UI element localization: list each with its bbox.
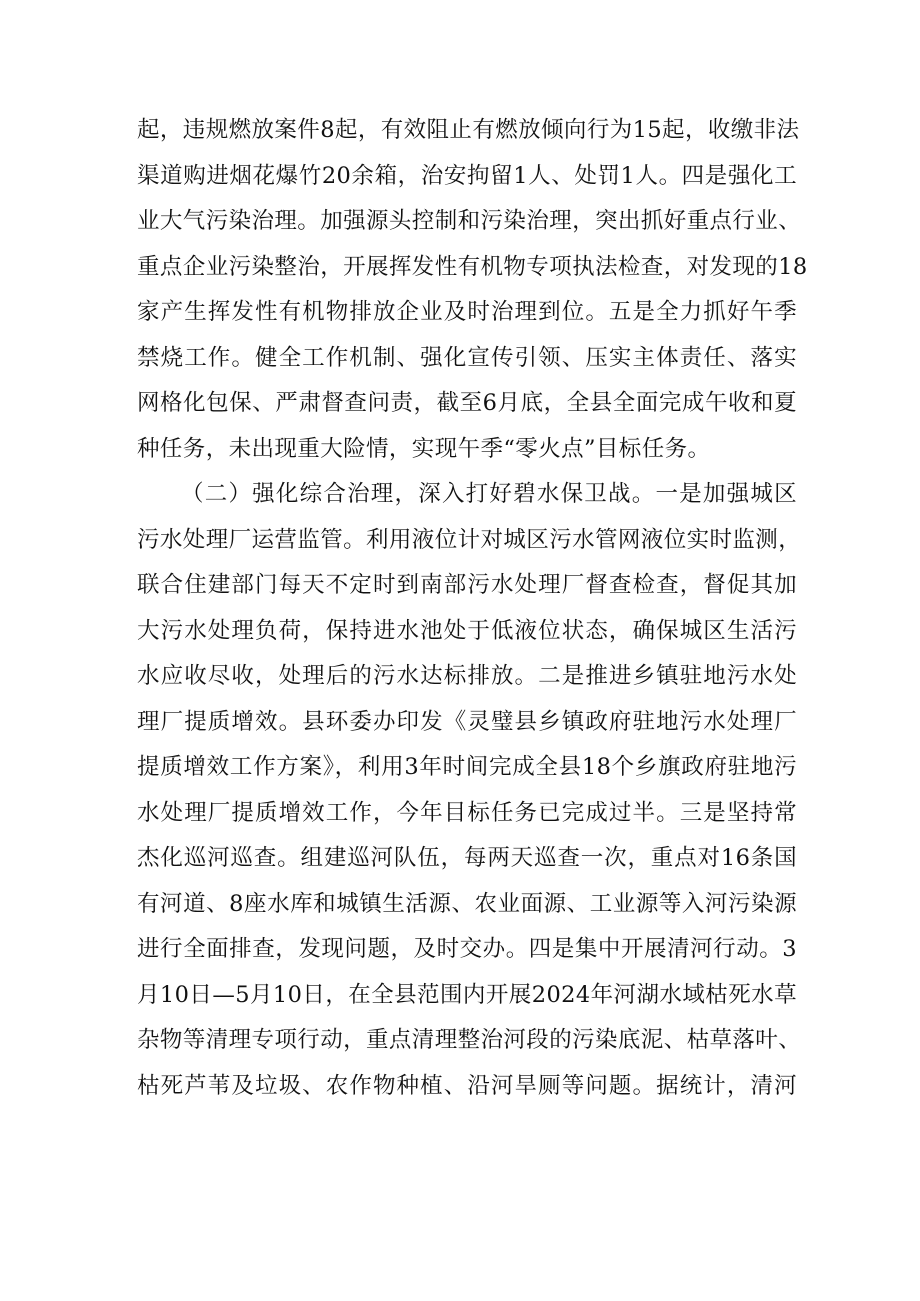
document-body <box>137 108 808 1109</box>
paragraph-line: 渠道购进烟花爆竹20余箱，治安拘留1人、处罚1人。四是强化工 <box>137 162 797 189</box>
paragraph-line: 月10日—5月10日，在全县范围内开展2024年河湖水域枯死水草 <box>137 981 797 1008</box>
paragraph-line: 禁烧工作。健全工作机制、强化宣传引领、压实主体责任、落实 <box>137 344 797 371</box>
paragraph-line: 水应收尽收，处理后的污水达标排放。二是推进乡镇驻地污水处 <box>137 663 797 689</box>
paragraph-line: 大污水处理负荷，保持进水池处于低液位状态，确保城区生活污 <box>137 617 797 644</box>
paragraph-line: 杰化巡河巡查。组建巡河队伍，每两天巡查一次，重点对16条国 <box>137 845 797 871</box>
paragraph-line: 起，违规燃放案件8起，有效阻止有燃放倾向行为15起，收缴非法 <box>137 117 800 143</box>
paragraph-line: 提质增效工作方案》，利用3年时间完成全县18个乡旗政府驻地污 <box>137 754 797 780</box>
paragraph-line: （二）强化综合治理，深入打好碧水保卫战。一是加强城区 <box>181 481 797 507</box>
paragraph-line: 理厂提质增效。县环委办印发《灵璧县乡镇政府驻地污水处理厂 <box>137 708 797 735</box>
paragraph-line: 枯死芦苇及垃圾、农作物种植、沿河旱厕等问题。据统计，清河 <box>137 1072 797 1099</box>
paragraph-line: 种任务，未出现重大险情，实现午季“零火点”目标任务。 <box>137 435 711 462</box>
paragraph-line: 污水处理厂运营监管。利用液位计对城区污水管网液位实时监测， <box>137 526 802 553</box>
paragraph-2 <box>137 472 802 1109</box>
paragraph-line: 家产生挥发性有机物排放企业及时治理到位。五是全力抓好午季 <box>137 299 797 325</box>
paragraph-line: 网格化包保、严肃督查问责，截至6月底，全县全面完成午收和夏 <box>137 390 797 416</box>
paragraph-1 <box>137 108 808 472</box>
paragraph-line: 杂物等清理专项行动，重点清理整治河段的污染底泥、枯草落叶、 <box>137 1027 802 1053</box>
paragraph-line: 重点企业污染整治，开展挥发性有机物专项执法检查，对发现的18 <box>137 253 808 280</box>
paragraph-line: 有河道、8座水库和城镇生活源、农业面源、工业源等入河污染源 <box>137 890 797 917</box>
paragraph-line: 联合住建部门每天不定时到南部污水处理厂督查检查，督促其加 <box>137 572 797 598</box>
paragraph-line: 水处理厂提质增效工作，今年目标任务已完成过半。三是坚持常 <box>137 799 797 826</box>
paragraph-line: 业大气污染治理。加强源头控制和污染治理，突出抓好重点行业、 <box>137 208 802 234</box>
paragraph-line: 进行全面排查，发现问题，及时交办。四是集中开展清河行动。3 <box>137 936 797 962</box>
